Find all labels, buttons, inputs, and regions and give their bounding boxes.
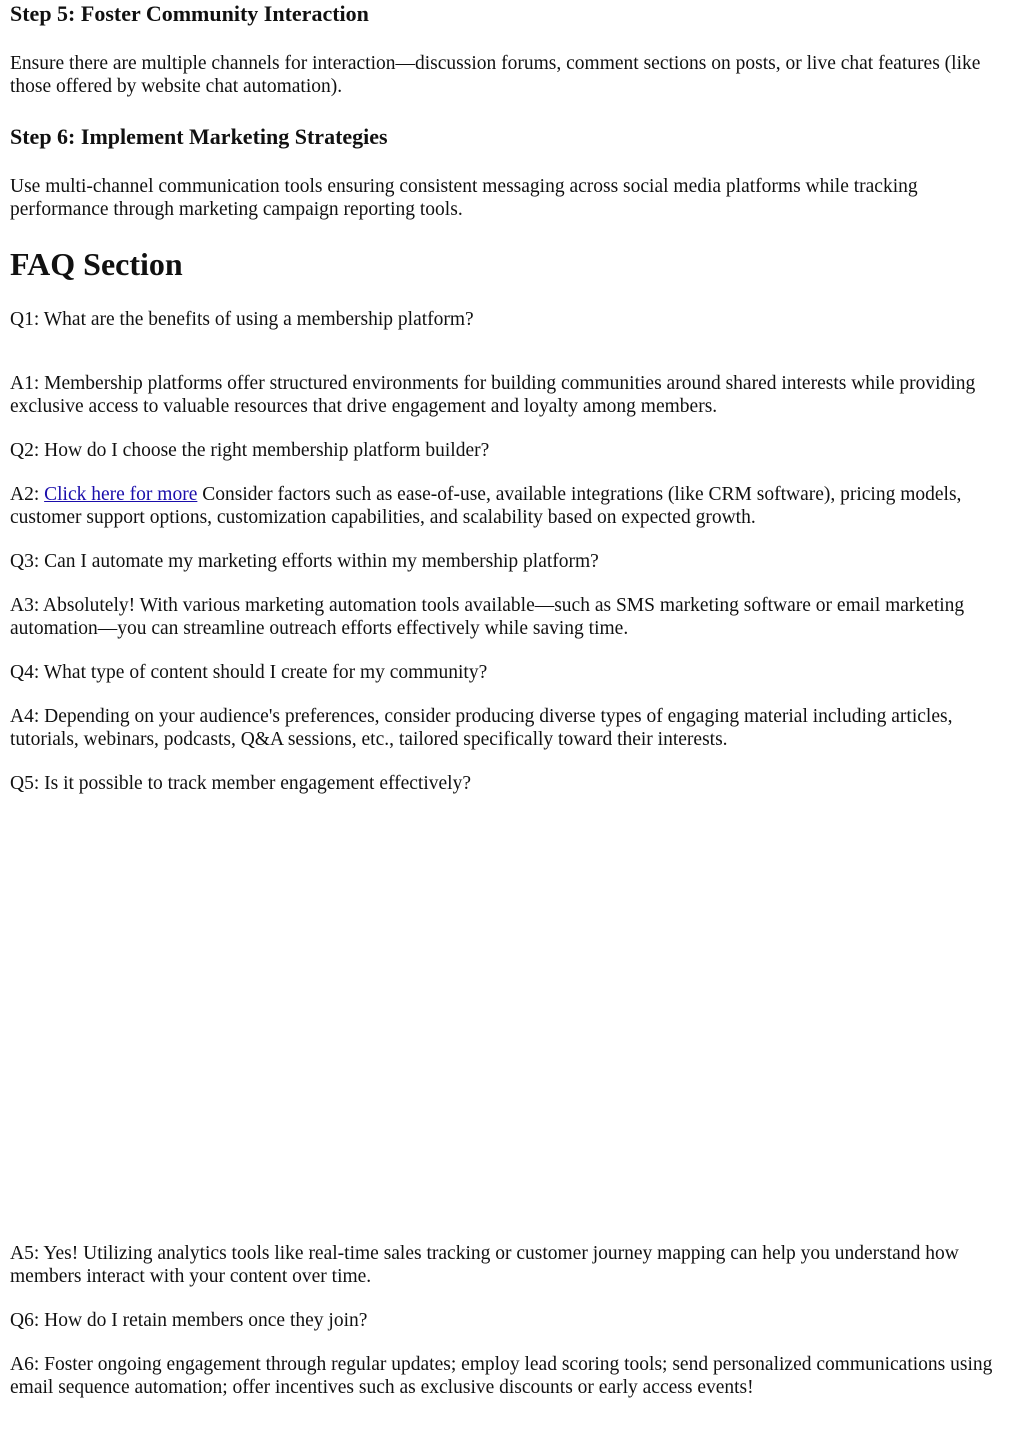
faq-question-1: Q1: What are the benefits of using a membership platform? (10, 309, 474, 330)
faq-answer-2-text: Consider factors such as ease-of-use, available integrations (like CRM software), pricing models, customer support options, customization capabilities, and scalability based on expected growth. (10, 484, 962, 529)
faq-section-title: FAQ Section (10, 246, 183, 282)
faq-question-2: Q2: How do I choose the right membership platform builder? (10, 440, 490, 461)
faq-answer-1: A1: Membership platforms offer structured environments for building communities around shared interests while providing exclusive access to valuable resources that drive engagement and loyalty among members. (10, 373, 976, 418)
faq-question-3: Q3: Can I automate my marketing efforts within my membership platform? (10, 551, 599, 572)
faq-answer-4: A4: Depending on your audience's preferences, consider producing diverse types of engaging material including articles, tutorials, webinars, podcasts, Q&A sessions, etc., tailored specifically toward their interests. (10, 706, 953, 751)
faq-answer-2-prefix: A2: (10, 484, 45, 505)
click-here-link[interactable]: Click here for more (44, 484, 198, 505)
faq-answer-6: A6: Foster ongoing engagement through regular updates; employ lead scoring tools; send personalized communications using email sequence automation; offer incentives such as exclusive discounts or early access events! (10, 1354, 993, 1399)
faq-answer-5: A5: Yes! Utilizing analytics tools like real-time sales tracking or customer journey mapping can help you understand how members interact with your content over time. (10, 1243, 959, 1288)
faq-question-5: Q5: Is it possible to track member engagement effectively? (10, 773, 471, 794)
faq-answer-3: A3: Absolutely! With various marketing automation tools available—such as SMS marketing software or email marketing automation—you can streamline outreach efforts effectively while saving time. (10, 595, 965, 640)
step-5-heading: Step 5: Foster Community Interaction (10, 1, 369, 26)
faq-answer-2 (10, 483, 1012, 530)
faq-question-4: Q4: What type of content should I create for my community? (10, 662, 488, 683)
faq-question-6: Q6: How do I retain members once they join? (10, 1310, 368, 1331)
step-6-paragraph: Use multi-channel communication tools ensuring consistent messaging across social media platforms while tracking performance through marketing campaign reporting tools. (10, 176, 918, 221)
step-5-paragraph: Ensure there are multiple channels for interaction—discussion forums, comment sections on posts, or live chat features (like those offered by website chat automation). (10, 53, 981, 98)
step-6-heading: Step 6: Implement Marketing Strategies (10, 124, 388, 149)
